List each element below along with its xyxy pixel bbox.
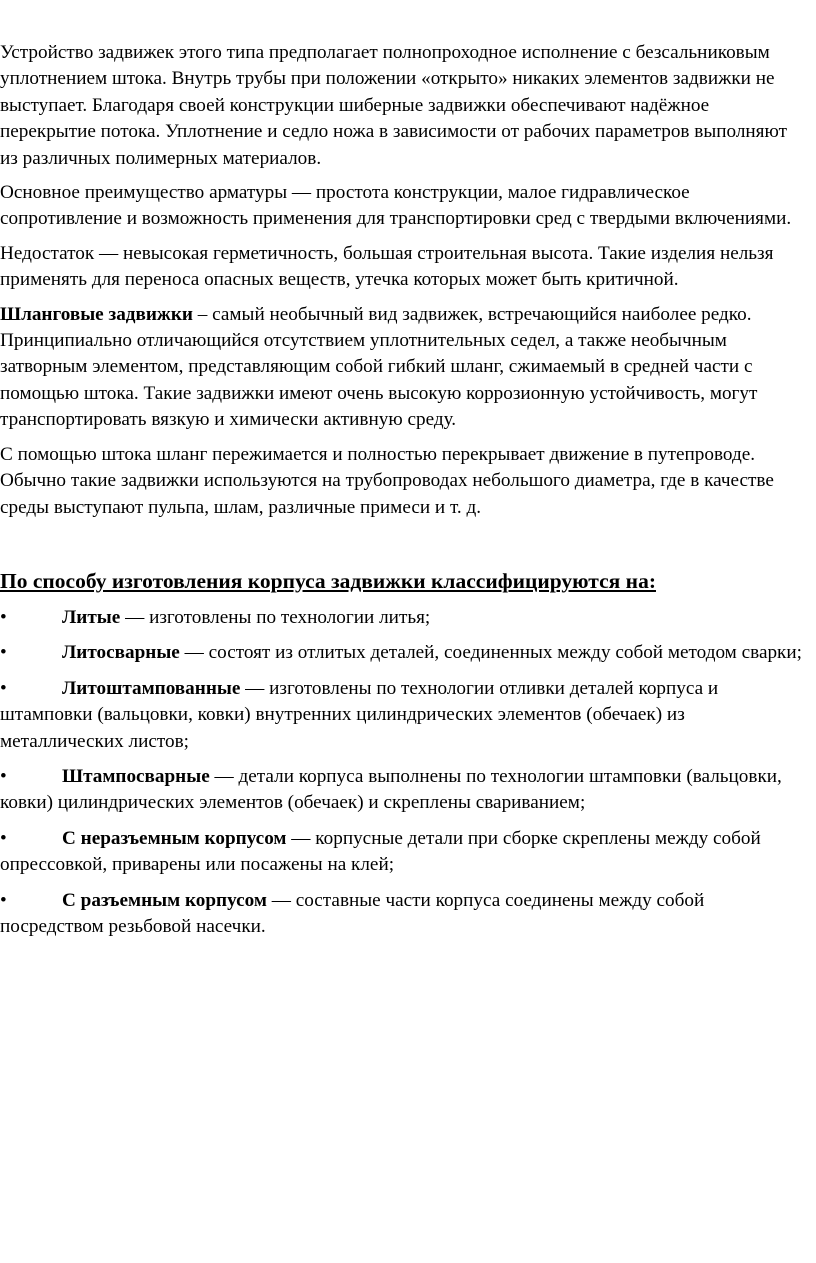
paragraph-shiber-design	[0, 40, 808, 172]
list-item-text: — изготовлены по технологии литья;	[120, 606, 431, 628]
list-item-text: — изготовлены по технологии отливки деталей корпуса и штамповки (вальцовки, ковки) внутренних цилиндрических элементов (обечаек) из металлических листов;	[0, 677, 719, 752]
paragraph-text: Недостаток — невысокая герметичность, большая строительная высота. Такие изделия нельзя применять для переноса опасных веществ, утечка которых может быть критичной.	[0, 242, 774, 291]
bullet-icon: •	[0, 642, 7, 664]
list-item	[0, 605, 808, 631]
paragraph-text: – самый необычный вид задвижек, встречающийся наиболее редко. Принципиально отличающийся отсутствием уплотнительных седел, а также необычным затворным элементом, представляющим собой гибкий шланг, сжимаемый в средней части с помощью штока. Такие задвижки имеют очень высокую коррозионную устойчивость, могут транспортировать вязкую и химически активную среду.	[0, 303, 758, 431]
paragraph-text: Устройство задвижек этого типа предполагает полнопроходное исполнение с безсальниковым уплотнением штока. Внутрь трубы при положении «открыто» никаких элементов задвижки не выступает. Благодаря своей конструкции шиберные задвижки обеспечивают надёжное перекрытие потока. Уплотнение и седло ножа в зависимости от рабочих параметров выполняют из различных полимерных материалов.	[0, 42, 787, 169]
list-item-text: — детали корпуса выполнены по технологии штамповки (вальцовки, ковки) цилиндрических элементов (обечаек) и скреплены свариванием;	[0, 765, 782, 814]
list-item	[0, 888, 808, 941]
bullet-icon: •	[0, 827, 7, 849]
list-item-text: — корпусные детали при сборке скреплены между собой опрессовкой, приварены или посажены на клей;	[0, 827, 761, 876]
list-item-text: — составные части корпуса соединены между собой посредством резьбовой насечки.	[0, 889, 705, 937]
bullet-icon: •	[0, 677, 7, 699]
bullet-icon: •	[0, 606, 7, 628]
list-item	[0, 640, 808, 666]
paragraph-bold-lead: Шланговые задвижки	[0, 303, 193, 325]
paragraph-disadvantage	[0, 241, 808, 294]
list-item-text: — состоят из отлитых деталей, соединенных между собой методом сварки;	[179, 642, 802, 664]
list-item-term: Штампосварные	[62, 765, 210, 787]
list-item-term: Литые	[62, 606, 121, 628]
bullet-icon: •	[0, 765, 7, 787]
list-item	[0, 764, 808, 817]
list-item-term: Литоштампованные	[62, 677, 241, 699]
section-heading: По способу изготовления корпуса задвижки классифицируются на:	[0, 568, 656, 593]
list-item-term: С неразъемным корпусом	[62, 827, 287, 849]
paragraph-text: Основное преимущество арматуры — простота конструкции, малое гидравлическое сопротивление и возможность применения для транспортировки сред с твердыми включениями.	[0, 182, 792, 230]
paragraph-hose-usage	[0, 442, 808, 521]
list-item-term: Литосварные	[62, 642, 180, 664]
paragraph-advantage	[0, 180, 808, 233]
document-page	[0, 40, 808, 949]
paragraph-hose-valves	[0, 302, 808, 434]
bullet-icon: •	[0, 889, 7, 911]
paragraph-text: С помощью штока шланг пережимается и полностью перекрывает движение в путепроводе. Обычно такие задвижки используются на трубопроводах небольшого диаметра, где в качестве среды выступают пульпа, шлам, различные примеси и т. д.	[0, 443, 774, 518]
list-item	[0, 826, 808, 879]
list-item-term: С разъемным корпусом	[62, 889, 267, 911]
list-item	[0, 676, 808, 755]
